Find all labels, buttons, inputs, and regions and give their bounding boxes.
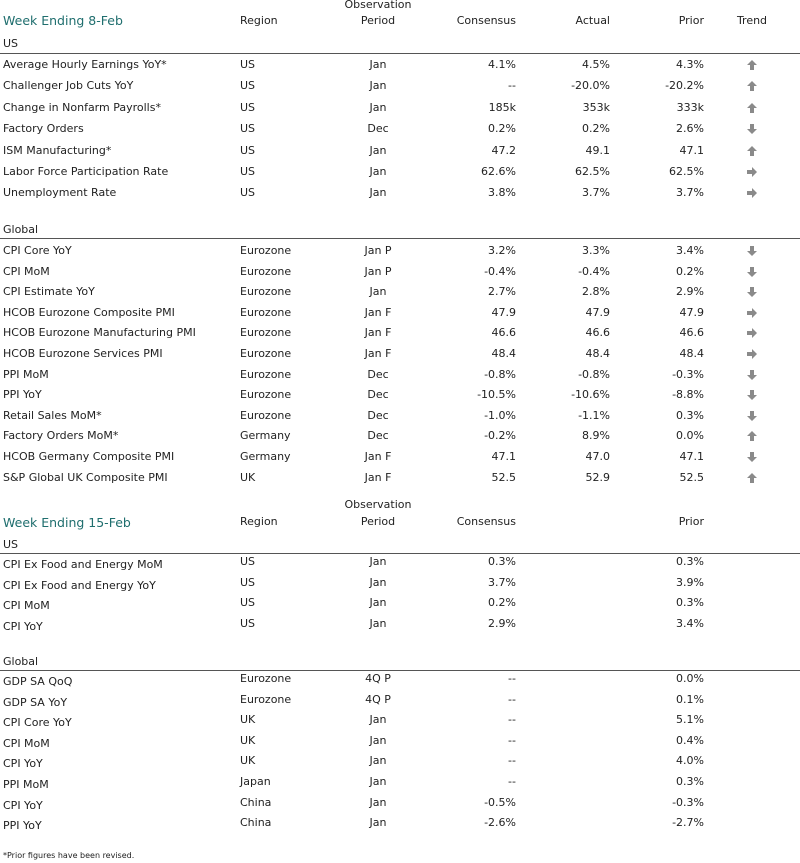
actual-cell: 8.9% bbox=[582, 429, 610, 442]
prior-cell: 47.9 bbox=[679, 306, 704, 319]
arrow-up-icon bbox=[746, 430, 758, 442]
week1-prior-header: Prior bbox=[678, 14, 704, 27]
period-cell: Jan F bbox=[364, 347, 392, 360]
period-cell: Jan bbox=[369, 101, 387, 114]
prior-cell: -8.8% bbox=[672, 388, 704, 401]
prior-cell: 47.1 bbox=[679, 450, 704, 463]
actual-cell: 46.6 bbox=[585, 326, 610, 339]
indicator-name: CPI YoY bbox=[3, 620, 43, 633]
region-cell: UK bbox=[240, 734, 256, 747]
indicator-name: S&P Global UK Composite PMI bbox=[3, 471, 168, 484]
consensus-cell: 47.9 bbox=[491, 306, 516, 319]
prior-cell: 52.5 bbox=[679, 471, 704, 484]
indicator-name: PPI MoM bbox=[3, 368, 49, 381]
prior-cell: 3.7% bbox=[676, 186, 704, 199]
prior-cell: 4.0% bbox=[676, 754, 704, 767]
consensus-cell: 4.1% bbox=[488, 58, 516, 71]
week1-consensus-header: Consensus bbox=[456, 14, 516, 27]
period-cell: 4Q P bbox=[365, 672, 391, 685]
arrow-down-icon bbox=[746, 410, 758, 422]
region-cell: US bbox=[240, 165, 256, 178]
period-cell: Jan F bbox=[364, 306, 392, 319]
week1-region-header: Region bbox=[240, 14, 278, 27]
indicator-name: Challenger Job Cuts YoY bbox=[3, 79, 134, 92]
indicator-name: Retail Sales MoM* bbox=[3, 409, 102, 422]
indicator-name: Factory Orders MoM* bbox=[3, 429, 119, 442]
actual-cell: -0.4% bbox=[578, 265, 610, 278]
actual-cell: 353k bbox=[582, 101, 610, 114]
actual-cell: 47.9 bbox=[585, 306, 610, 319]
indicator-name: CPI YoY bbox=[3, 799, 43, 812]
region-cell: US bbox=[240, 596, 256, 609]
period-cell: Jan bbox=[369, 79, 387, 92]
arrow-right-icon bbox=[746, 307, 758, 319]
region-cell: Eurozone bbox=[240, 409, 292, 422]
prior-cell: 47.1 bbox=[679, 144, 704, 157]
indicator-name: GDP SA QoQ bbox=[3, 675, 73, 688]
indicator-name: HCOB Eurozone Composite PMI bbox=[3, 306, 175, 319]
region-cell: UK bbox=[240, 471, 256, 484]
week1-title: Week Ending 8-Feb bbox=[3, 13, 123, 28]
consensus-cell: -2.6% bbox=[484, 816, 516, 829]
period-cell: Jan P bbox=[364, 244, 392, 257]
indicator-name: HCOB Germany Composite PMI bbox=[3, 450, 175, 463]
consensus-cell: -- bbox=[508, 79, 516, 92]
prior-cell: 0.0% bbox=[676, 672, 704, 685]
consensus-cell: 47.1 bbox=[491, 450, 516, 463]
week1-section-global: Global bbox=[3, 223, 39, 236]
region-cell: Eurozone bbox=[240, 693, 292, 706]
region-cell: UK bbox=[240, 754, 256, 767]
region-cell: Eurozone bbox=[240, 368, 292, 381]
arrow-down-icon bbox=[746, 123, 758, 135]
consensus-cell: 3.2% bbox=[488, 244, 516, 257]
consensus-cell: 52.5 bbox=[491, 471, 516, 484]
consensus-cell: -10.5% bbox=[477, 388, 516, 401]
actual-cell: 48.4 bbox=[585, 347, 610, 360]
actual-cell: -0.8% bbox=[578, 368, 610, 381]
arrow-right-icon bbox=[746, 348, 758, 360]
region-cell: Eurozone bbox=[240, 265, 292, 278]
arrow-up-icon bbox=[746, 472, 758, 484]
week2-section-global: Global bbox=[3, 655, 39, 668]
prior-cell: -0.3% bbox=[672, 368, 704, 381]
period-cell: Jan bbox=[369, 144, 387, 157]
region-cell: Eurozone bbox=[240, 326, 292, 339]
region-cell: US bbox=[240, 58, 256, 71]
consensus-cell: -- bbox=[508, 693, 516, 706]
actual-cell: 3.3% bbox=[582, 244, 610, 257]
period-cell: Jan F bbox=[364, 326, 392, 339]
indicator-name: PPI YoY bbox=[3, 819, 42, 832]
indicator-name: CPI Ex Food and Energy MoM bbox=[3, 558, 163, 571]
arrow-up-icon bbox=[746, 145, 758, 157]
period-cell: Jan bbox=[369, 186, 387, 199]
period-cell: Jan bbox=[369, 555, 387, 568]
prior-cell: 0.1% bbox=[676, 693, 704, 706]
indicator-name: PPI YoY bbox=[3, 388, 42, 401]
indicator-name: Factory Orders bbox=[3, 122, 84, 135]
prior-cell: 4.3% bbox=[676, 58, 704, 71]
actual-cell: 3.7% bbox=[582, 186, 610, 199]
prior-cell: 0.3% bbox=[676, 775, 704, 788]
week1-trend-header: Trend bbox=[736, 14, 768, 27]
prior-cell: 3.4% bbox=[676, 244, 704, 257]
actual-cell: -1.1% bbox=[578, 409, 610, 422]
prior-cell: -20.2% bbox=[665, 79, 704, 92]
consensus-cell: 3.7% bbox=[488, 576, 516, 589]
indicator-name: ISM Manufacturing* bbox=[3, 144, 112, 157]
region-cell: US bbox=[240, 79, 256, 92]
arrow-down-icon bbox=[746, 369, 758, 381]
week2-title: Week Ending 15-Feb bbox=[3, 515, 131, 530]
region-cell: US bbox=[240, 144, 256, 157]
arrow-down-icon bbox=[746, 286, 758, 298]
week1-period-header: Period bbox=[360, 14, 396, 27]
period-cell: Jan bbox=[369, 775, 387, 788]
region-cell: China bbox=[240, 796, 272, 809]
consensus-cell: -0.8% bbox=[484, 368, 516, 381]
week1-us-rule bbox=[0, 53, 800, 54]
region-cell: Japan bbox=[240, 775, 271, 788]
indicator-name: Change in Nonfarm Payrolls* bbox=[3, 101, 161, 114]
prior-cell: 3.4% bbox=[676, 617, 704, 630]
consensus-cell: 62.6% bbox=[481, 165, 516, 178]
region-cell: Eurozone bbox=[240, 672, 292, 685]
prior-cell: 48.4 bbox=[679, 347, 704, 360]
week1-global-rule bbox=[0, 238, 800, 239]
consensus-cell: -1.0% bbox=[484, 409, 516, 422]
consensus-cell: 0.2% bbox=[488, 596, 516, 609]
period-cell: Dec bbox=[367, 122, 389, 135]
actual-cell: -20.0% bbox=[571, 79, 610, 92]
consensus-cell: -- bbox=[508, 713, 516, 726]
indicator-name: HCOB Eurozone Services PMI bbox=[3, 347, 163, 360]
period-cell: Jan bbox=[369, 816, 387, 829]
period-cell: Dec bbox=[367, 388, 389, 401]
week2-period-header: Period bbox=[360, 515, 396, 528]
region-cell: US bbox=[240, 576, 256, 589]
indicator-name: CPI Core YoY bbox=[3, 244, 72, 257]
region-cell: Eurozone bbox=[240, 306, 292, 319]
period-cell: Dec bbox=[367, 368, 389, 381]
indicator-name: HCOB Eurozone Manufacturing PMI bbox=[3, 326, 196, 339]
arrow-right-icon bbox=[746, 187, 758, 199]
period-cell: Jan bbox=[369, 617, 387, 630]
indicator-name: Unemployment Rate bbox=[3, 186, 117, 199]
indicator-name: Labor Force Participation Rate bbox=[3, 165, 169, 178]
actual-cell: -10.6% bbox=[571, 388, 610, 401]
region-cell: US bbox=[240, 555, 256, 568]
period-cell: Jan bbox=[369, 596, 387, 609]
week1-section-us: US bbox=[3, 37, 19, 50]
consensus-cell: 0.3% bbox=[488, 555, 516, 568]
consensus-cell: 3.8% bbox=[488, 186, 516, 199]
prior-cell: 62.5% bbox=[669, 165, 704, 178]
period-cell: Jan bbox=[369, 165, 387, 178]
consensus-cell: -- bbox=[508, 754, 516, 767]
actual-cell: 52.9 bbox=[585, 471, 610, 484]
region-cell: Germany bbox=[240, 429, 291, 442]
region-cell: Eurozone bbox=[240, 388, 292, 401]
arrow-right-icon bbox=[746, 166, 758, 178]
indicator-name: CPI Core YoY bbox=[3, 716, 72, 729]
period-cell: Jan bbox=[369, 576, 387, 589]
indicator-name: CPI MoM bbox=[3, 599, 50, 612]
prior-cell: 2.6% bbox=[676, 122, 704, 135]
prior-cell: 46.6 bbox=[679, 326, 704, 339]
week2-prior-header: Prior bbox=[678, 515, 704, 528]
consensus-cell: -0.5% bbox=[484, 796, 516, 809]
region-cell: Eurozone bbox=[240, 347, 292, 360]
consensus-cell: 2.7% bbox=[488, 285, 516, 298]
arrow-up-icon bbox=[746, 102, 758, 114]
footnote: *Prior figures have been revised. bbox=[3, 851, 135, 860]
period-cell: Dec bbox=[367, 409, 389, 422]
week2-observation-header: Observation bbox=[344, 498, 412, 511]
week2-section-us: US bbox=[3, 538, 19, 551]
indicator-name: PPI MoM bbox=[3, 778, 49, 791]
period-cell: Jan bbox=[369, 754, 387, 767]
period-cell: Jan bbox=[369, 58, 387, 71]
actual-cell: 2.8% bbox=[582, 285, 610, 298]
actual-cell: 0.2% bbox=[582, 122, 610, 135]
period-cell: Jan F bbox=[364, 471, 392, 484]
consensus-cell: 0.2% bbox=[488, 122, 516, 135]
period-cell: Jan bbox=[369, 796, 387, 809]
actual-cell: 49.1 bbox=[585, 144, 610, 157]
prior-cell: 0.3% bbox=[676, 555, 704, 568]
week2-consensus-header: Consensus bbox=[456, 515, 516, 528]
week1-actual-header: Actual bbox=[575, 14, 610, 27]
period-cell: Jan bbox=[369, 285, 387, 298]
period-cell: Jan bbox=[369, 734, 387, 747]
indicator-name: CPI YoY bbox=[3, 757, 43, 770]
week2-us-rule bbox=[0, 553, 800, 554]
indicator-name: CPI MoM bbox=[3, 265, 50, 278]
actual-cell: 47.0 bbox=[585, 450, 610, 463]
region-cell: US bbox=[240, 101, 256, 114]
consensus-cell: 47.2 bbox=[491, 144, 516, 157]
week2-global-rule bbox=[0, 670, 800, 671]
period-cell: 4Q P bbox=[365, 693, 391, 706]
arrow-down-icon bbox=[746, 451, 758, 463]
region-cell: US bbox=[240, 617, 256, 630]
prior-cell: 5.1% bbox=[676, 713, 704, 726]
indicator-name: CPI Ex Food and Energy YoY bbox=[3, 579, 156, 592]
prior-cell: -2.7% bbox=[672, 816, 704, 829]
period-cell: Dec bbox=[367, 429, 389, 442]
prior-cell: 3.9% bbox=[676, 576, 704, 589]
consensus-cell: -- bbox=[508, 672, 516, 685]
region-cell: Germany bbox=[240, 450, 291, 463]
consensus-cell: -- bbox=[508, 775, 516, 788]
arrow-up-icon bbox=[746, 80, 758, 92]
region-cell: US bbox=[240, 186, 256, 199]
consensus-cell: 2.9% bbox=[488, 617, 516, 630]
period-cell: Jan P bbox=[364, 265, 392, 278]
prior-cell: 0.4% bbox=[676, 734, 704, 747]
week1-observation-header: Observation bbox=[344, 0, 412, 11]
region-cell: Eurozone bbox=[240, 244, 292, 257]
region-cell: China bbox=[240, 816, 272, 829]
actual-cell: 62.5% bbox=[575, 165, 610, 178]
arrow-up-icon bbox=[746, 59, 758, 71]
arrow-down-icon bbox=[746, 389, 758, 401]
period-cell: Jan bbox=[369, 713, 387, 726]
consensus-cell: -- bbox=[508, 734, 516, 747]
prior-cell: -0.3% bbox=[672, 796, 704, 809]
indicator-name: Average Hourly Earnings YoY* bbox=[3, 58, 167, 71]
region-cell: UK bbox=[240, 713, 256, 726]
prior-cell: 0.2% bbox=[676, 265, 704, 278]
arrow-down-icon bbox=[746, 266, 758, 278]
week2-region-header: Region bbox=[240, 515, 278, 528]
prior-cell: 333k bbox=[676, 101, 704, 114]
region-cell: Eurozone bbox=[240, 285, 292, 298]
period-cell: Jan F bbox=[364, 450, 392, 463]
prior-cell: 0.0% bbox=[676, 429, 704, 442]
consensus-cell: 185k bbox=[488, 101, 516, 114]
consensus-cell: 48.4 bbox=[491, 347, 516, 360]
region-cell: US bbox=[240, 122, 256, 135]
prior-cell: 0.3% bbox=[676, 596, 704, 609]
indicator-name: CPI MoM bbox=[3, 737, 50, 750]
actual-cell: 4.5% bbox=[582, 58, 610, 71]
prior-cell: 2.9% bbox=[676, 285, 704, 298]
prior-cell: 0.3% bbox=[676, 409, 704, 422]
indicator-name: CPI Estimate YoY bbox=[3, 285, 95, 298]
consensus-cell: -0.4% bbox=[484, 265, 516, 278]
arrow-down-icon bbox=[746, 245, 758, 257]
arrow-right-icon bbox=[746, 327, 758, 339]
consensus-cell: 46.6 bbox=[491, 326, 516, 339]
consensus-cell: -0.2% bbox=[484, 429, 516, 442]
indicator-name: GDP SA YoY bbox=[3, 696, 68, 709]
